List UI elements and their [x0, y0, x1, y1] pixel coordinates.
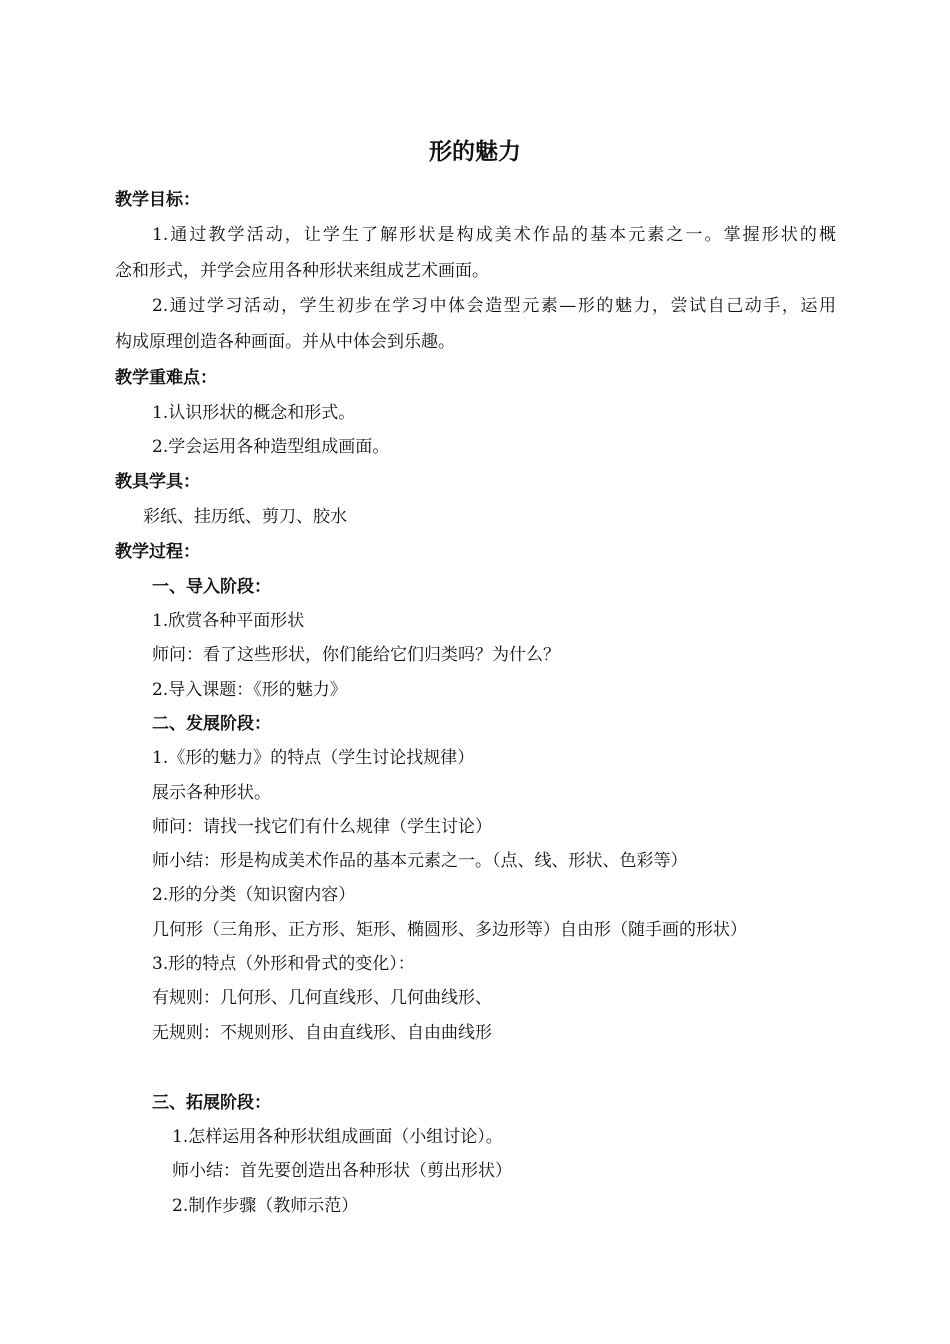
- process-heading: 教学过程：: [115, 542, 200, 562]
- objective-1-line-1: 1.通过教学活动，让学生了解形状是构成美术作品的基本元素之一。掌握形状的概: [152, 225, 836, 245]
- stage-2-line: 几何形（三角形、正方形、矩形、椭圆形、多边形等）自由形（随手画的形状）: [152, 920, 747, 940]
- stage-2-line: 师问：请找一找它们有什么规律（学生讨论）: [152, 817, 492, 837]
- stage-2-line: 1.《形的魅力》的特点（学生讨论找规律）: [152, 748, 475, 768]
- document-title: 形的魅力: [429, 139, 521, 165]
- objectives-heading: 教学目标：: [115, 190, 200, 210]
- tools-list: 彩纸、挂历纸、剪刀、胶水: [143, 507, 347, 527]
- tools-heading: 教具学具：: [115, 472, 200, 492]
- stage-2-line: 2.形的分类（知识窗内容）: [152, 885, 356, 905]
- stage-2-line: 展示各种形状。: [152, 783, 271, 803]
- stage-1-line: 师问：看了这些形状，你们能给它们归类吗？为什么？: [152, 645, 560, 665]
- objective-2-line-1: 2.通过学习活动，学生初步在学习中体会造型元素—形的魅力，尝试自己动手，运用: [152, 296, 836, 316]
- objective-1-line-2: 念和形式，并学会应用各种形状来组成艺术画面。: [115, 261, 489, 281]
- stage-3-line: 1.怎样运用各种形状组成画面（小组讨论）。: [172, 1127, 503, 1147]
- key-point-item: 2.学会运用各种造型组成画面。: [152, 437, 390, 457]
- stage-1-line: 1.欣赏各种平面形状: [152, 611, 305, 631]
- stage-2-line: 师小结：形是构成美术作品的基本元素之一。（点、线、形状、色彩等）: [152, 851, 688, 871]
- stage-2-line: 无规则：不规则形、自由直线形、自由曲线形: [152, 1023, 492, 1043]
- objective-2-line-2: 构成原理创造各种画面。并从中体会到乐趣。: [115, 332, 455, 352]
- key-point-item: 1.认识形状的概念和形式。: [152, 403, 356, 423]
- stage-1-heading: 一、导入阶段：: [152, 577, 271, 597]
- stage-3-line: 2.制作步骤（教师示范）: [172, 1196, 359, 1216]
- stage-2-line: 有规则：几何形、几何直线形、几何曲线形、: [152, 988, 492, 1008]
- stage-3-heading: 三、拓展阶段：: [152, 1093, 271, 1113]
- stage-1-line: 2.导入课题：《形的魅力》: [152, 680, 347, 700]
- stage-2-line: 3.形的特点（外形和骨式的变化）：: [152, 954, 415, 974]
- stage-3-line: 师小结：首先要创造出各种形状（剪出形状）: [172, 1161, 512, 1181]
- key-points-heading: 教学重难点：: [115, 368, 217, 388]
- stage-2-heading: 二、发展阶段：: [152, 714, 271, 734]
